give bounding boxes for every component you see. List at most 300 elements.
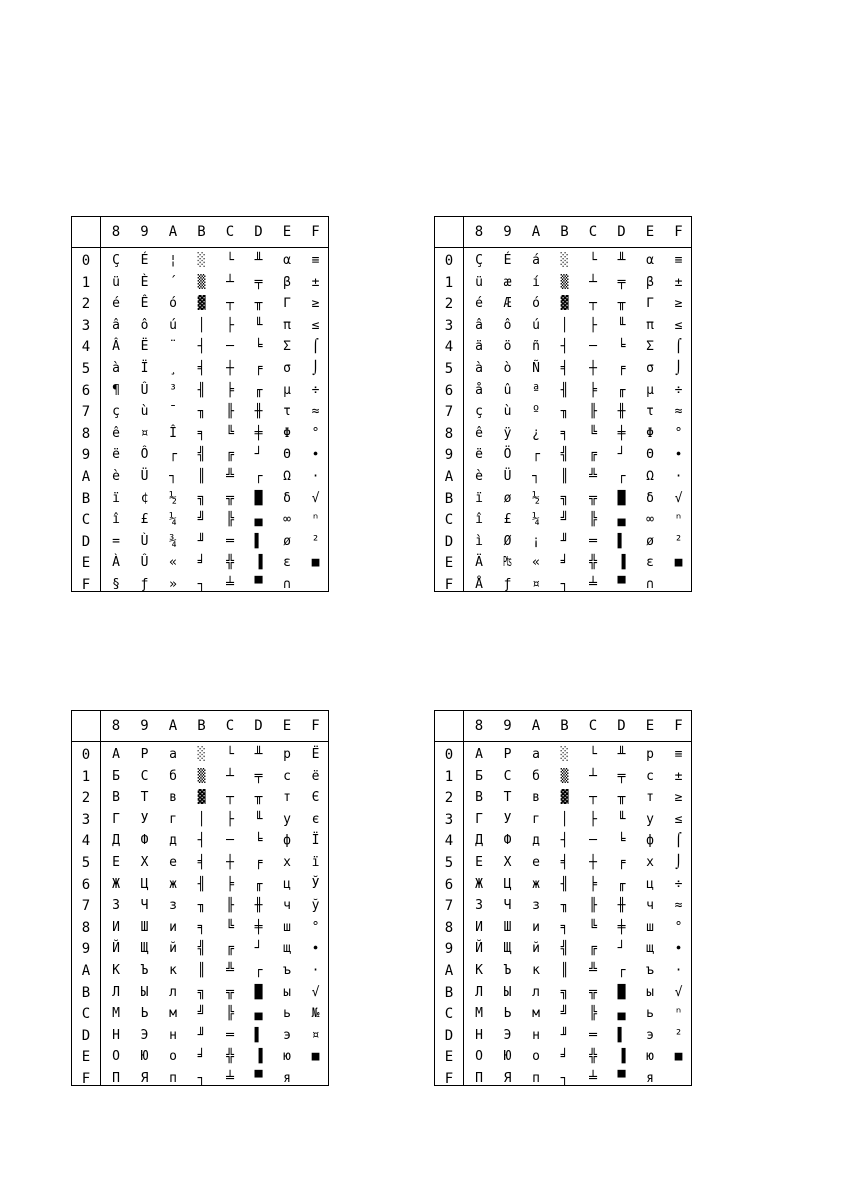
row-header: 7 bbox=[81, 404, 91, 421]
table-cell: П bbox=[475, 1071, 483, 1086]
table-cell: ├ bbox=[589, 811, 597, 827]
table-cell: ▄ bbox=[254, 1006, 263, 1022]
table-cell: ╓ bbox=[254, 876, 263, 892]
table-cell: ы bbox=[646, 984, 654, 1000]
table-cell: ╬ bbox=[226, 1049, 234, 1065]
table-cell: ╒ bbox=[617, 855, 626, 870]
table-cell: │ bbox=[560, 317, 569, 333]
table-cell: ╫ bbox=[617, 404, 626, 420]
table-cell: ▓ bbox=[197, 790, 206, 806]
table-cell: è bbox=[112, 469, 120, 484]
table-cell: ± bbox=[674, 768, 683, 784]
row-header: B bbox=[81, 490, 91, 507]
table-cell: з bbox=[532, 898, 540, 914]
table-cell: о bbox=[532, 1049, 540, 1065]
table-cell: ╝ bbox=[560, 512, 569, 528]
table-cell: δ bbox=[646, 490, 654, 506]
table-cell: ┴ bbox=[226, 274, 234, 290]
table-cell: ì bbox=[475, 533, 483, 549]
table-cell: ╙ bbox=[617, 317, 626, 333]
table-cell: § bbox=[112, 577, 120, 592]
table-cell: ├ bbox=[226, 317, 234, 333]
table-cell: ╘ bbox=[254, 833, 263, 849]
table-cell: ┴ bbox=[589, 768, 597, 784]
row-header: D bbox=[81, 1027, 91, 1044]
column-header: D bbox=[254, 224, 263, 240]
table-cell: ö bbox=[503, 339, 512, 355]
table-cell: ╢ bbox=[197, 876, 206, 892]
table-cell: ¼ bbox=[532, 512, 540, 528]
table-cell: ╧ bbox=[589, 577, 597, 592]
row-header: E bbox=[444, 1049, 454, 1066]
table-cell: ╧ bbox=[226, 1071, 234, 1086]
table-cell: Ω bbox=[283, 469, 291, 484]
table-cell: ¡ bbox=[532, 533, 540, 549]
row-header: F bbox=[81, 577, 91, 593]
table-cell: Γ bbox=[646, 296, 654, 312]
table-cell: └ bbox=[589, 747, 597, 762]
table-cell: ╞ bbox=[589, 876, 597, 892]
table-cell: ≡ bbox=[674, 253, 683, 268]
row-header: C bbox=[81, 1006, 91, 1023]
table-cell: ▒ bbox=[560, 274, 569, 290]
table-cell: н bbox=[169, 1027, 177, 1043]
table-cell: ╟ bbox=[589, 404, 597, 420]
table-cell: Σ bbox=[646, 339, 654, 355]
table-cell: н bbox=[532, 1027, 540, 1043]
table-cell: Ф bbox=[140, 833, 149, 849]
table-cell: τ bbox=[646, 404, 654, 420]
table-cell: ╥ bbox=[254, 296, 263, 312]
table-cell: ╞ bbox=[589, 382, 597, 398]
table-cell: в bbox=[532, 790, 540, 806]
table-cell: ¼ bbox=[169, 512, 177, 528]
table-cell: À bbox=[112, 555, 120, 571]
table-cell: É bbox=[503, 253, 512, 268]
table-cell: √ bbox=[674, 984, 683, 1000]
table-cell: ╞ bbox=[226, 876, 234, 892]
table-cell: σ bbox=[283, 361, 291, 376]
table-cell: â bbox=[475, 317, 483, 333]
row-header: 5 bbox=[444, 361, 454, 377]
table-cell: И bbox=[112, 919, 120, 935]
table-cell: ╓ bbox=[617, 876, 626, 892]
table-cell: б bbox=[169, 768, 177, 784]
table-cell: Л bbox=[475, 984, 483, 1000]
table-cell: ¢ bbox=[140, 490, 149, 506]
table-cell: Ч bbox=[140, 898, 149, 914]
table-cell: ╤ bbox=[254, 274, 263, 290]
table-cell: · bbox=[674, 469, 683, 484]
table-cell: ■ bbox=[311, 1049, 320, 1065]
table-cell: ┌ bbox=[254, 469, 263, 484]
table-cell: ┴ bbox=[589, 274, 597, 290]
table-cell: ╚ bbox=[589, 425, 597, 441]
table-cell: ± bbox=[311, 274, 320, 290]
row-header: 4 bbox=[444, 833, 454, 850]
table-cell: Ü bbox=[140, 469, 149, 484]
table-cell: │ bbox=[197, 317, 206, 333]
table-cell: ½ bbox=[532, 490, 540, 506]
table-cell: ä bbox=[475, 339, 483, 355]
table-cell: Ц bbox=[503, 876, 512, 892]
column-header: A bbox=[531, 718, 541, 734]
table-cell: ┌ bbox=[169, 447, 177, 463]
row-header: 4 bbox=[81, 339, 91, 356]
table-cell: ╦ bbox=[226, 490, 234, 506]
row-header: B bbox=[444, 984, 454, 1001]
table-cell: э bbox=[646, 1027, 654, 1043]
table-cell: ≈ bbox=[311, 404, 320, 420]
row-header: 1 bbox=[81, 768, 91, 785]
table-cell: ╬ bbox=[589, 1049, 597, 1065]
column-header: D bbox=[617, 224, 626, 240]
table-cell: ┌ bbox=[254, 963, 263, 978]
table-cell: æ bbox=[503, 274, 512, 290]
table-cell: ¨ bbox=[169, 339, 177, 355]
table-cell: ³ bbox=[169, 382, 177, 398]
table-cell: ÷ bbox=[674, 382, 683, 398]
table-cell: Ў bbox=[311, 876, 320, 892]
table-cell: ° bbox=[674, 425, 683, 441]
table-cell: ü bbox=[475, 274, 483, 290]
table-cell: ▌ bbox=[254, 533, 263, 549]
table-cell: К bbox=[112, 963, 120, 978]
table-cell: ▓ bbox=[560, 296, 569, 312]
table-cell: ├ bbox=[589, 317, 597, 333]
table-cell: £ bbox=[140, 512, 149, 528]
table-cell: ╨ bbox=[617, 253, 626, 268]
column-header: B bbox=[197, 224, 206, 240]
table-cell: ░ bbox=[197, 747, 206, 762]
table-cell: δ bbox=[283, 490, 291, 506]
table-cell: ô bbox=[140, 317, 149, 333]
table-cell: β bbox=[646, 274, 654, 290]
row-header: 3 bbox=[81, 317, 91, 334]
table-cell: Â bbox=[112, 339, 120, 355]
table-cell: д bbox=[532, 833, 540, 849]
row-header: 6 bbox=[444, 382, 454, 399]
table-cell: ≤ bbox=[311, 317, 320, 333]
table-cell: ж bbox=[532, 876, 540, 892]
row-header: 3 bbox=[444, 811, 454, 828]
table-cell: ø bbox=[646, 533, 654, 549]
table-cell: Щ bbox=[503, 941, 512, 957]
row-header: 9 bbox=[81, 941, 91, 958]
table-cell: ╧ bbox=[589, 1071, 597, 1086]
table-cell: я bbox=[646, 1071, 654, 1086]
table-cell: э bbox=[283, 1027, 291, 1043]
table-cell: ┤ bbox=[197, 833, 206, 849]
table-cell: à bbox=[475, 361, 483, 376]
column-header: 9 bbox=[140, 224, 149, 240]
row-header: 0 bbox=[444, 747, 454, 763]
table-cell: х bbox=[283, 855, 291, 870]
table-cell: ф bbox=[646, 833, 654, 849]
table-cell: ⌠ bbox=[674, 339, 683, 355]
table-cell: ≤ bbox=[674, 317, 683, 333]
table-cell: ⌡ bbox=[674, 855, 683, 870]
table-cell: ╜ bbox=[560, 1027, 569, 1043]
row-header: A bbox=[81, 963, 91, 979]
table-cell: ▄ bbox=[617, 1006, 626, 1022]
table-cell: ┘ bbox=[617, 447, 626, 463]
row-header: 2 bbox=[444, 296, 454, 313]
table-cell: ╨ bbox=[254, 747, 263, 762]
column-header-divider bbox=[435, 741, 691, 742]
table-cell: È bbox=[140, 274, 149, 290]
table-cell: Г bbox=[475, 811, 483, 827]
table-cell: │ bbox=[197, 811, 206, 827]
table-cell: м bbox=[532, 1006, 540, 1022]
table-cell: ╡ bbox=[197, 361, 206, 376]
column-header: C bbox=[588, 224, 598, 240]
table-cell: ø bbox=[283, 533, 291, 549]
table-cell: ╘ bbox=[617, 833, 626, 849]
table-cell: ═ bbox=[589, 533, 597, 549]
table-cell: ô bbox=[503, 317, 512, 333]
table-cell: σ bbox=[646, 361, 654, 376]
table-cell: ç bbox=[112, 404, 120, 420]
table-cell: ■ bbox=[311, 555, 320, 571]
table-cell: ╢ bbox=[560, 876, 569, 892]
code-table-2 bbox=[434, 216, 692, 592]
table-cell: Ï bbox=[140, 361, 149, 376]
table-cell: Ъ bbox=[503, 963, 512, 978]
table-cell: å bbox=[475, 382, 483, 398]
table-cell: ï bbox=[112, 490, 120, 506]
row-header: D bbox=[444, 533, 454, 550]
table-cell: ¤ bbox=[532, 577, 540, 592]
table-cell: Ç bbox=[475, 253, 483, 268]
table-cell: Д bbox=[112, 833, 120, 849]
table-cell: ù bbox=[140, 404, 149, 420]
table-cell: А bbox=[112, 747, 120, 762]
table-cell: Р bbox=[140, 747, 149, 762]
table-cell: ц bbox=[283, 876, 291, 892]
table-cell: е bbox=[532, 855, 540, 870]
table-cell: Э bbox=[140, 1027, 149, 1043]
table-cell: Р bbox=[503, 747, 512, 762]
table-cell: ╕ bbox=[560, 919, 569, 935]
table-cell: ж bbox=[169, 876, 177, 892]
table-cell: ╫ bbox=[254, 898, 263, 914]
table-cell: О bbox=[112, 1049, 120, 1065]
table-cell: ▌ bbox=[254, 1027, 263, 1043]
table-cell: ≥ bbox=[674, 790, 683, 806]
table-cell: А bbox=[475, 747, 483, 762]
table-cell: ш bbox=[646, 919, 654, 935]
column-header: 9 bbox=[503, 718, 512, 734]
table-cell: ┬ bbox=[226, 790, 234, 806]
column-header: B bbox=[560, 224, 569, 240]
table-cell: ╘ bbox=[617, 339, 626, 355]
table-cell: ┌ bbox=[617, 963, 626, 978]
column-header: C bbox=[588, 718, 598, 734]
table-cell: ┼ bbox=[589, 855, 597, 870]
row-header: C bbox=[81, 512, 91, 529]
table-cell: ═ bbox=[226, 1027, 234, 1043]
table-cell: ┤ bbox=[560, 833, 569, 849]
table-cell: è bbox=[475, 469, 483, 484]
table-cell: ∙ bbox=[674, 447, 683, 463]
table-cell: ╛ bbox=[197, 1049, 206, 1065]
table-cell: ╦ bbox=[589, 490, 597, 506]
table-cell: Л bbox=[112, 984, 120, 1000]
table-cell: ≥ bbox=[311, 296, 320, 312]
column-header: 8 bbox=[474, 224, 484, 240]
table-cell: Ч bbox=[503, 898, 512, 914]
table-cell: ё bbox=[311, 768, 320, 784]
table-cell: ї bbox=[311, 855, 320, 870]
table-cell: ë bbox=[475, 447, 483, 463]
column-header: A bbox=[531, 224, 541, 240]
table-cell: ┐ bbox=[560, 577, 569, 592]
table-cell: ² bbox=[311, 533, 320, 549]
row-header: C bbox=[444, 512, 454, 529]
table-cell: ± bbox=[674, 274, 683, 290]
table-cell: ┐ bbox=[169, 469, 177, 484]
table-cell: ≥ bbox=[674, 296, 683, 312]
table-cell: ╕ bbox=[197, 919, 206, 935]
table-cell: Ù bbox=[140, 533, 149, 549]
table-cell: ╩ bbox=[226, 963, 234, 978]
row-header: 5 bbox=[81, 855, 91, 871]
column-header: B bbox=[197, 718, 206, 734]
table-cell: ф bbox=[283, 833, 291, 849]
table-cell: И bbox=[475, 919, 483, 935]
table-cell: Е bbox=[475, 855, 483, 870]
column-header: A bbox=[168, 718, 178, 734]
table-cell: ╒ bbox=[254, 361, 263, 376]
table-cell: ║ bbox=[197, 469, 206, 484]
table-cell: П bbox=[112, 1071, 120, 1086]
table-cell: é bbox=[475, 296, 483, 312]
table-cell: ≤ bbox=[674, 811, 683, 827]
table-cell: ╠ bbox=[589, 1006, 597, 1022]
table-cell: ╒ bbox=[254, 855, 263, 870]
table-cell: ╟ bbox=[226, 404, 234, 420]
table-cell: ▐ bbox=[617, 1049, 626, 1065]
table-cell: ┬ bbox=[589, 296, 597, 312]
table-cell: Ї bbox=[311, 833, 320, 849]
table-cell: ╔ bbox=[589, 941, 597, 957]
table-cell: â bbox=[112, 317, 120, 333]
table-cell: с bbox=[283, 768, 291, 784]
table-cell: ╔ bbox=[589, 447, 597, 463]
column-header: 8 bbox=[111, 224, 121, 240]
table-cell: Г bbox=[112, 811, 120, 827]
table-cell: ■ bbox=[674, 1049, 683, 1065]
table-cell: ² bbox=[674, 533, 683, 549]
table-cell: ╜ bbox=[560, 533, 569, 549]
table-cell: Γ bbox=[283, 296, 291, 312]
table-cell: ü bbox=[112, 274, 120, 290]
row-header: A bbox=[444, 963, 454, 979]
table-cell: ╓ bbox=[617, 382, 626, 398]
table-cell: Φ bbox=[283, 425, 291, 441]
table-cell: щ bbox=[646, 941, 654, 957]
table-cell: ю bbox=[283, 1049, 291, 1065]
row-header: F bbox=[444, 1071, 454, 1087]
table-cell: Æ bbox=[503, 296, 512, 312]
table-cell: Б bbox=[475, 768, 483, 784]
row-header: E bbox=[81, 1049, 91, 1066]
table-cell: Ю bbox=[503, 1049, 512, 1065]
row-header-divider bbox=[463, 711, 464, 1085]
table-cell: ┼ bbox=[589, 361, 597, 376]
table-cell: ê bbox=[112, 425, 120, 441]
table-cell: Ш bbox=[503, 919, 512, 935]
table-cell: ╙ bbox=[617, 811, 626, 827]
table-cell: î bbox=[112, 512, 120, 528]
column-header: 8 bbox=[474, 718, 484, 734]
table-cell: ÿ bbox=[503, 425, 512, 441]
table-cell: ² bbox=[674, 1027, 683, 1043]
table-cell: ¯ bbox=[169, 404, 177, 420]
table-cell: ┘ bbox=[254, 941, 263, 957]
table-cell: Ё bbox=[311, 747, 320, 762]
column-header: C bbox=[225, 224, 235, 240]
table-cell: г bbox=[532, 811, 540, 827]
table-cell: ê bbox=[475, 425, 483, 441]
row-header: B bbox=[444, 490, 454, 507]
row-header: 3 bbox=[81, 811, 91, 828]
table-cell: ┐ bbox=[532, 469, 540, 484]
table-cell: ╣ bbox=[560, 447, 569, 463]
table-cell: ╩ bbox=[589, 469, 597, 484]
table-cell: ▄ bbox=[254, 512, 263, 528]
table-cell: ╪ bbox=[254, 425, 263, 441]
table-cell: £ bbox=[503, 512, 512, 528]
table-cell: ╖ bbox=[197, 404, 206, 420]
table-cell: ╝ bbox=[197, 512, 206, 528]
table-cell: Ñ bbox=[532, 361, 540, 376]
table-cell: ▓ bbox=[560, 790, 569, 806]
table-cell: π bbox=[646, 317, 654, 333]
table-cell: Ы bbox=[140, 984, 149, 1000]
table-cell: Î bbox=[169, 425, 177, 441]
table-cell: ¿ bbox=[532, 425, 540, 441]
table-cell: л bbox=[169, 984, 177, 1000]
table-cell: é bbox=[112, 296, 120, 312]
row-header: A bbox=[444, 469, 454, 485]
row-header: 9 bbox=[444, 447, 454, 464]
table-cell: ╖ bbox=[560, 898, 569, 914]
table-cell: Щ bbox=[140, 941, 149, 957]
row-header: 6 bbox=[444, 876, 454, 893]
column-header: C bbox=[225, 718, 235, 734]
column-header: B bbox=[560, 718, 569, 734]
table-cell: ▒ bbox=[197, 768, 206, 784]
table-cell: ╥ bbox=[617, 790, 626, 806]
table-cell: Ö bbox=[503, 447, 512, 463]
table-cell: в bbox=[169, 790, 177, 806]
table-cell: ø bbox=[503, 490, 512, 506]
table-cell: √ bbox=[311, 984, 320, 1000]
table-cell: ° bbox=[311, 425, 320, 441]
table-cell: ┘ bbox=[617, 941, 626, 957]
row-header: 8 bbox=[444, 919, 454, 936]
table-cell: └ bbox=[226, 253, 234, 268]
row-header: 2 bbox=[81, 790, 91, 807]
table-cell: « bbox=[532, 555, 540, 571]
table-cell: ═ bbox=[589, 1027, 597, 1043]
table-cell: ░ bbox=[560, 253, 569, 268]
table-cell: « bbox=[169, 555, 177, 571]
table-cell: Ю bbox=[140, 1049, 149, 1065]
table-cell: û bbox=[503, 382, 512, 398]
